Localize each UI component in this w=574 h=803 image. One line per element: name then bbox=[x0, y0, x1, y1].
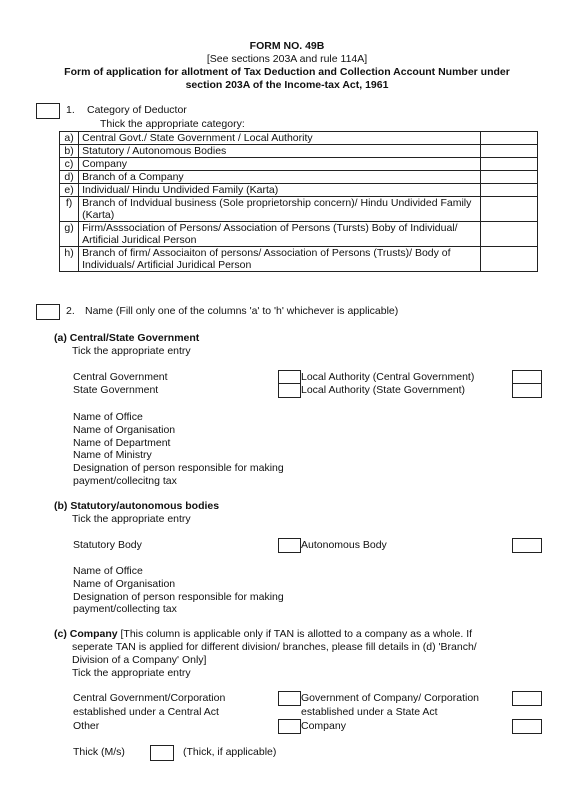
section-c-tick: Tick the appropriate entry bbox=[72, 667, 191, 679]
row-text: Firm/Asssociation of Persons/ Association of Persons (Tursts) Boby of Individual/ Artificial Juridical Person bbox=[79, 222, 481, 247]
section-b-tick: Tick the appropriate entry bbox=[72, 513, 191, 525]
field-designation-cont: payment/collecting tax bbox=[73, 603, 177, 615]
checkbox-thick-ms[interactable] bbox=[150, 745, 174, 761]
field-name-of-organisation: Name of Organisation bbox=[73, 578, 176, 590]
option-central-corporation: Central Government/Corporation bbox=[73, 692, 226, 704]
thick-ms-label: Thick (M/s) bbox=[73, 746, 125, 758]
form-sections: [See sections 203A and rule 114A] bbox=[206, 53, 368, 65]
tick-cell[interactable] bbox=[480, 132, 537, 145]
checkbox-statutory-body[interactable] bbox=[278, 538, 301, 553]
q2-code-box[interactable] bbox=[36, 304, 60, 320]
checkbox-other[interactable] bbox=[278, 719, 301, 734]
field-designation: Designation of person responsible for making bbox=[73, 462, 284, 474]
tick-cell[interactable] bbox=[480, 145, 537, 158]
option-company: Company bbox=[301, 720, 346, 732]
tick-cell[interactable] bbox=[480, 171, 537, 184]
table-row bbox=[60, 132, 538, 145]
table-row bbox=[60, 171, 538, 184]
option-autonomous-body: Autonomous Body bbox=[301, 539, 387, 551]
tick-cell[interactable] bbox=[480, 197, 537, 222]
thick-ms-note: (Thick, if applicable) bbox=[183, 746, 277, 758]
tick-cell[interactable] bbox=[480, 158, 537, 171]
q1-instruction: Thick the appropriate category: bbox=[100, 118, 245, 130]
q1-code-box[interactable] bbox=[36, 103, 60, 119]
tick-cell[interactable] bbox=[480, 247, 537, 272]
field-designation: Designation of person responsible for making bbox=[73, 591, 284, 603]
row-letter: h) bbox=[60, 247, 79, 272]
field-name-of-office: Name of Office bbox=[73, 411, 143, 423]
row-text: Branch of a Company bbox=[79, 171, 481, 184]
category-table bbox=[59, 131, 538, 272]
tick-cell[interactable] bbox=[480, 184, 537, 197]
row-letter: c) bbox=[60, 158, 79, 171]
form-title-line1: Form of application for allotment of Tax Deduction and Collection Account Number under bbox=[64, 66, 510, 78]
field-name-of-organisation: Name of Organisation bbox=[73, 424, 176, 436]
row-text: Company bbox=[79, 158, 481, 171]
row-letter: a) bbox=[60, 132, 79, 145]
checkbox-local-authority-state[interactable] bbox=[512, 383, 542, 398]
row-text: Individual/ Hindu Undivided Family (Karta) bbox=[79, 184, 481, 197]
section-c-title: (c) Company bbox=[54, 628, 118, 640]
section-a-tick: Tick the appropriate entry bbox=[72, 345, 191, 357]
checkbox-state-corporation[interactable] bbox=[512, 691, 542, 706]
row-text: Central Govt./ State Government / Local Authority bbox=[79, 132, 481, 145]
option-other: Other bbox=[73, 720, 100, 732]
row-letter: g) bbox=[60, 222, 79, 247]
table-row bbox=[60, 247, 538, 272]
option-statutory-body: Statutory Body bbox=[73, 539, 142, 551]
row-letter: e) bbox=[60, 184, 79, 197]
form-number: FORM NO. 49B bbox=[249, 40, 325, 52]
section-c-note: [This column is applicable only if TAN is allotted to a company as a whole. If bbox=[117, 628, 473, 640]
option-state-corporation: Government of Company/ Corporation bbox=[301, 692, 480, 704]
option-local-authority-central: Local Authority (Central Government) bbox=[301, 371, 475, 383]
row-letter: f) bbox=[60, 197, 79, 222]
checkbox-state-government[interactable] bbox=[278, 383, 301, 398]
section-a-heading: (a) Central/State Government bbox=[54, 332, 200, 344]
field-name-of-department: Name of Department bbox=[73, 437, 171, 449]
checkbox-central-corporation[interactable] bbox=[278, 691, 301, 706]
table-row bbox=[60, 158, 538, 171]
option-central-government: Central Government bbox=[73, 371, 168, 383]
table-row bbox=[60, 197, 538, 222]
section-c-line2: seperate TAN is applied for different division/ branches, please fill details in (d) 'Branch/ bbox=[72, 641, 477, 653]
row-letter: b) bbox=[60, 145, 79, 158]
section-c-line3: Division of a Company' Only] bbox=[72, 654, 207, 666]
option-state-government: State Government bbox=[73, 384, 159, 396]
section-c-heading bbox=[54, 628, 472, 640]
tick-cell[interactable] bbox=[480, 222, 537, 247]
field-name-of-ministry: Name of Ministry bbox=[73, 449, 152, 461]
option-central-corporation-cont: established under a Central Act bbox=[73, 706, 219, 718]
option-local-authority-state: Local Authority (State Government) bbox=[301, 384, 465, 396]
row-text: Branch of firm/ Associaiton of persons/ Association of Persons (Trusts)/ Body of Individuals/ Artificial Juridical Person bbox=[79, 247, 481, 272]
table-row bbox=[60, 184, 538, 197]
q2-number: 2. bbox=[66, 305, 75, 317]
option-state-corporation-cont: established under a State Act bbox=[301, 706, 438, 718]
table-row bbox=[60, 145, 538, 158]
field-designation-cont: payment/collecitng tax bbox=[73, 475, 177, 487]
q2-label: Name (Fill only one of the columns 'a' to 'h' whichever is applicable) bbox=[85, 305, 399, 317]
checkbox-company[interactable] bbox=[512, 719, 542, 734]
row-text: Statutory / Autonomous Bodies bbox=[79, 145, 481, 158]
q1-label: Category of Deductor bbox=[87, 104, 187, 116]
form-title-line2: section 203A of the Income-tax Act, 1961 bbox=[185, 79, 389, 91]
checkbox-autonomous-body[interactable] bbox=[512, 538, 542, 553]
table-row bbox=[60, 222, 538, 247]
row-letter: d) bbox=[60, 171, 79, 184]
row-text: Branch of Indvidual business (Sole proprietorship concern)/ Hindu Undivided Family (Karta) bbox=[79, 197, 481, 222]
section-b-heading: (b) Statutory/autonomous bodies bbox=[54, 500, 220, 512]
q1-number: 1. bbox=[66, 104, 75, 116]
field-name-of-office: Name of Office bbox=[73, 565, 143, 577]
